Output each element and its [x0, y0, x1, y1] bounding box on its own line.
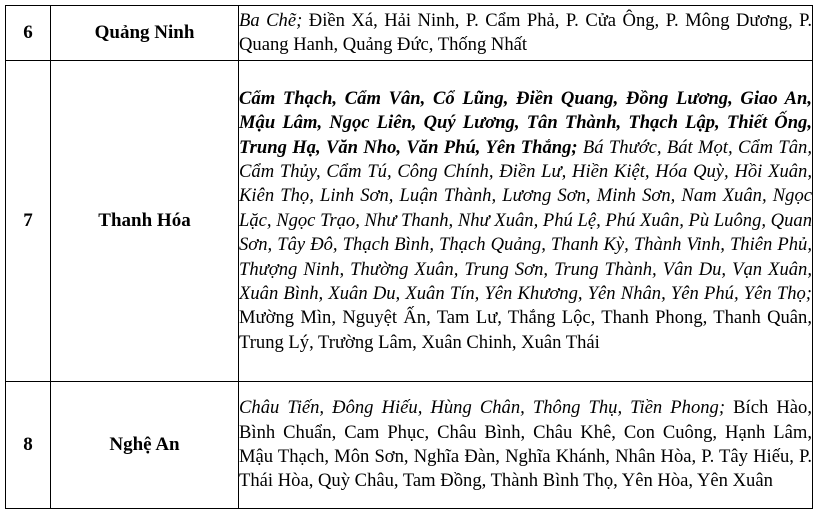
- locality-list: [239, 61, 813, 382]
- row-number: 6: [6, 6, 51, 61]
- table-row: [6, 61, 813, 382]
- locality-list: [239, 382, 813, 509]
- row-number: 8: [6, 382, 51, 509]
- province-name: Thanh Hóa: [51, 61, 239, 382]
- italic-localities: Ba Chẽ;: [239, 9, 309, 31]
- province-name: Quảng Ninh: [51, 6, 239, 61]
- table-row: [6, 382, 813, 509]
- locality-list: [239, 6, 813, 61]
- province-name: Nghệ An: [51, 382, 239, 509]
- normal-localities: Mường Mìn, Nguyệt Ấn, Tam Lư, Thắng Lộc, Thanh Phong, Thanh Quân, Trung Lý, Trường Lâm, Xuân Chinh, Xuân Thái: [239, 307, 812, 353]
- normal-localities: Điền Xá, Hải Ninh, P. Cẩm Phả, P. Cửa Ông, P. Mông Dương, P. Quang Hanh, Quảng Đức, Thống Nhất: [239, 9, 812, 55]
- locality-table: [5, 5, 813, 509]
- table-row: [6, 6, 813, 61]
- italic-localities: Châu Tiến, Đông Hiếu, Hùng Chân, Thông Thụ, Tiền Phong;: [239, 397, 734, 419]
- row-number: 7: [6, 61, 51, 382]
- normal-localities: Bích Hào, Bình Chuẩn, Cam Phục, Châu Bình, Châu Khê, Con Cuông, Hạnh Lâm, Mậu Thạch, Môn Sơn, Nghĩa Đàn, Nghĩa Khánh, Nhân Hòa, P. Tây Hiếu, P. Thái Hòa, Quỳ Châu, Tam Đồng, Thành Bình Thọ, Yên Hòa, Yên Xuân: [239, 397, 812, 492]
- italic-localities: Bá Thước, Bát Mọt, Cẩm Tân, Cẩm Thủy, Cẩm Tú, Công Chính, Điền Lư, Hiền Kiệt, Hóa Quỳ, Hồi Xuân, Kiên Thọ, Linh Sơn, Luận Thành, Lương Sơn, Minh Sơn, Nam Xuân, Ngọc Lặc, Ngọc Trạo, Như Thanh, Như Xuân, Phú Lệ, Phú Xuân, Pù Luông, Quan Sơn, Tây Đô, Thạch Bình, Thạch Quảng, Thanh Kỳ, Thành Vinh, Thiên Phủ, Thượng Ninh, Thường Xuân, Trung Sơn, Trung Thành, Vân Du, Vạn Xuân, Xuân Bình, Xuân Du, Xuân Tín, Yên Khương, Yên Nhân, Yên Phú, Yên Thọ;: [239, 136, 812, 305]
- bold-italic-localities: Cẩm Thạch, Cẩm Vân, Cổ Lũng, Điền Quang, Đồng Lương, Giao An, Mậu Lâm, Ngọc Liên, Quý Lương, Tân Thành, Thạch Lập, Thiết Ống, Trung Hạ, Văn Nho, Văn Phú, Yên Thắng;: [239, 87, 812, 158]
